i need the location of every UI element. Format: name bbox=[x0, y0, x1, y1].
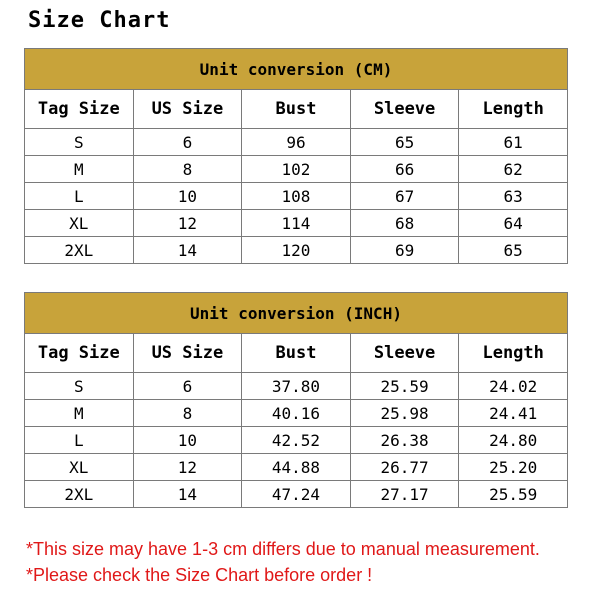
table-row bbox=[25, 481, 568, 508]
cell-us-size: 8 bbox=[133, 156, 242, 183]
cell-sleeve: 25.98 bbox=[350, 400, 459, 427]
cell-sleeve: 26.38 bbox=[350, 427, 459, 454]
notes-block bbox=[26, 536, 540, 588]
cell-us-size: 12 bbox=[133, 454, 242, 481]
cell-tag-size: XL bbox=[25, 210, 134, 237]
cell-tag-size: L bbox=[25, 427, 134, 454]
cell-length: 64 bbox=[459, 210, 568, 237]
note-measurement-variance: *This size may have 1-3 cm differs due to manual measurement. bbox=[26, 539, 540, 559]
cell-us-size: 6 bbox=[133, 373, 242, 400]
size-table-inch bbox=[24, 292, 568, 508]
cell-us-size: 8 bbox=[133, 400, 242, 427]
cell-tag-size: S bbox=[25, 129, 134, 156]
cell-sleeve: 25.59 bbox=[350, 373, 459, 400]
cell-sleeve: 67 bbox=[350, 183, 459, 210]
cell-tag-size: L bbox=[25, 183, 134, 210]
cell-length: 65 bbox=[459, 237, 568, 264]
column-header-bust: Bust bbox=[242, 90, 351, 129]
column-header-length: Length bbox=[459, 90, 568, 129]
cell-length: 24.41 bbox=[459, 400, 568, 427]
cell-tag-size: 2XL bbox=[25, 481, 134, 508]
column-header-row bbox=[25, 90, 568, 129]
cell-bust: 108 bbox=[242, 183, 351, 210]
column-header-tag-size: Tag Size bbox=[25, 334, 134, 373]
table-row bbox=[25, 400, 568, 427]
cell-sleeve: 27.17 bbox=[350, 481, 459, 508]
unit-header-inch: Unit conversion (INCH) bbox=[25, 293, 568, 334]
cell-tag-size: XL bbox=[25, 454, 134, 481]
cell-tag-size: S bbox=[25, 373, 134, 400]
cell-length: 24.02 bbox=[459, 373, 568, 400]
column-header-tag-size: Tag Size bbox=[25, 90, 134, 129]
column-header-row bbox=[25, 334, 568, 373]
cell-length: 25.20 bbox=[459, 454, 568, 481]
cell-sleeve: 66 bbox=[350, 156, 459, 183]
column-header-sleeve: Sleeve bbox=[350, 90, 459, 129]
cell-sleeve: 69 bbox=[350, 237, 459, 264]
cell-us-size: 14 bbox=[133, 481, 242, 508]
table-row bbox=[25, 210, 568, 237]
table-row bbox=[25, 237, 568, 264]
cell-bust: 120 bbox=[242, 237, 351, 264]
cell-tag-size: M bbox=[25, 156, 134, 183]
cell-us-size: 6 bbox=[133, 129, 242, 156]
cell-bust: 44.88 bbox=[242, 454, 351, 481]
cell-bust: 40.16 bbox=[242, 400, 351, 427]
cell-bust: 114 bbox=[242, 210, 351, 237]
cell-bust: 102 bbox=[242, 156, 351, 183]
cell-length: 25.59 bbox=[459, 481, 568, 508]
table-row bbox=[25, 156, 568, 183]
column-header-bust: Bust bbox=[242, 334, 351, 373]
cell-us-size: 10 bbox=[133, 427, 242, 454]
unit-header-cm: Unit conversion (CM) bbox=[25, 49, 568, 90]
cell-us-size: 10 bbox=[133, 183, 242, 210]
cell-length: 63 bbox=[459, 183, 568, 210]
column-header-us-size: US Size bbox=[133, 334, 242, 373]
cell-sleeve: 68 bbox=[350, 210, 459, 237]
column-header-us-size: US Size bbox=[133, 90, 242, 129]
cell-tag-size: M bbox=[25, 400, 134, 427]
cell-length: 62 bbox=[459, 156, 568, 183]
column-header-length: Length bbox=[459, 334, 568, 373]
cell-length: 61 bbox=[459, 129, 568, 156]
size-table-cm bbox=[24, 48, 568, 264]
cell-length: 24.80 bbox=[459, 427, 568, 454]
cell-sleeve: 65 bbox=[350, 129, 459, 156]
table-row bbox=[25, 373, 568, 400]
table-row bbox=[25, 454, 568, 481]
cell-bust: 96 bbox=[242, 129, 351, 156]
cell-us-size: 12 bbox=[133, 210, 242, 237]
cell-sleeve: 26.77 bbox=[350, 454, 459, 481]
cell-bust: 37.80 bbox=[242, 373, 351, 400]
cell-us-size: 14 bbox=[133, 237, 242, 264]
table-row bbox=[25, 129, 568, 156]
cell-tag-size: 2XL bbox=[25, 237, 134, 264]
page-title: Size Chart bbox=[28, 8, 171, 33]
table-row bbox=[25, 427, 568, 454]
column-header-sleeve: Sleeve bbox=[350, 334, 459, 373]
note-check-size-chart: *Please check the Size Chart before order ! bbox=[26, 565, 373, 585]
cell-bust: 47.24 bbox=[242, 481, 351, 508]
cell-bust: 42.52 bbox=[242, 427, 351, 454]
table-row bbox=[25, 183, 568, 210]
